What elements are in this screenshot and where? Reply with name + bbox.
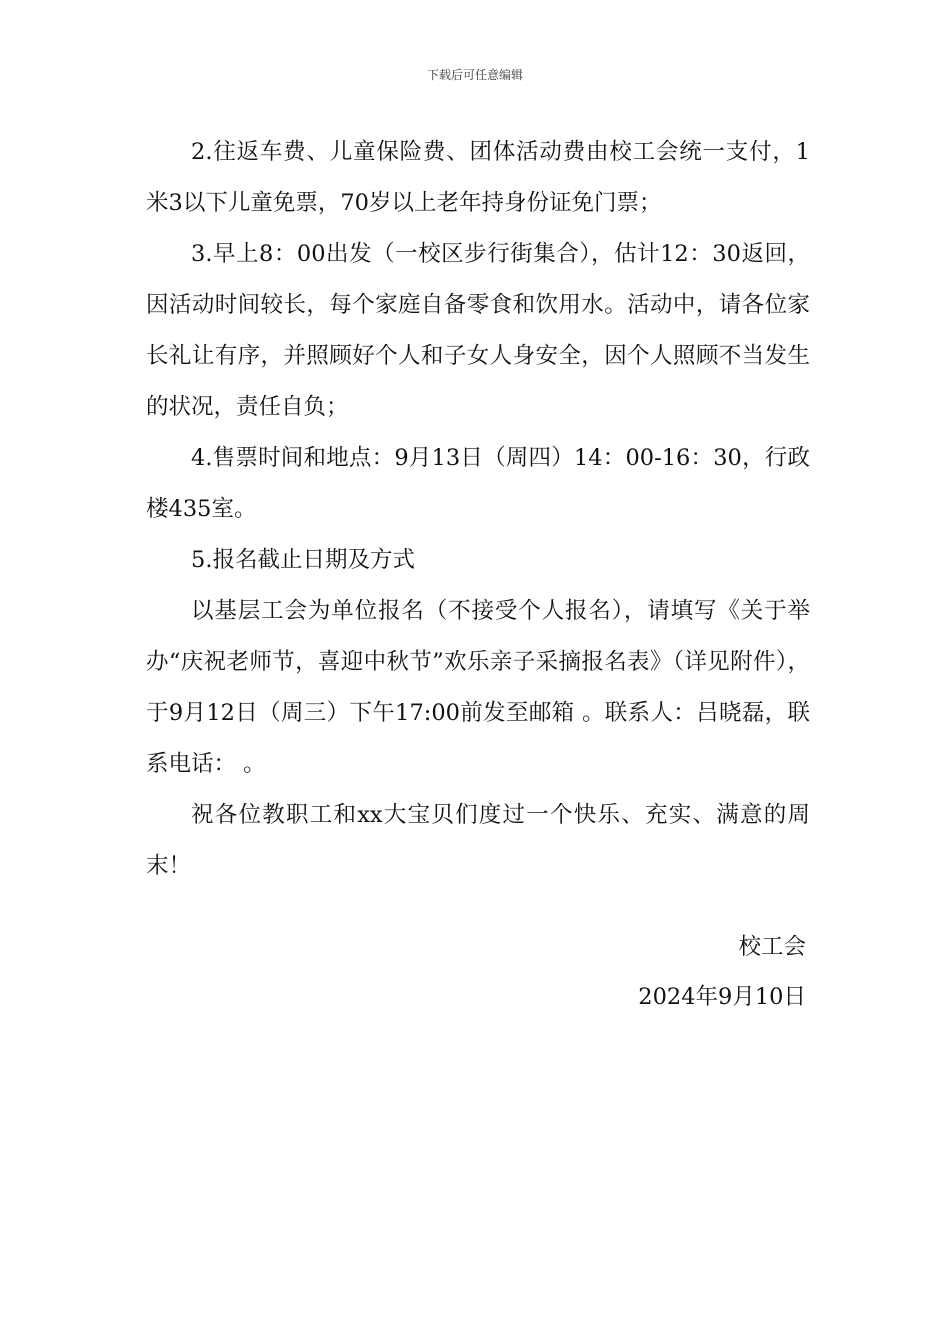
paragraph-registration-heading: 5.报名截止日期及方式 [191,547,415,573]
paragraph-registration-details: 以基层工会为单位报名（不接受个人报名），请填写《关于举办“庆祝老师节，喜迎中秋节”欢乐亲子采摘报名表》（详见附件），于9月12日（周三）下午17:00前发至邮箱 。联系人：吕晓磊，联系电话： 。 [146,598,810,777]
paragraph-schedule: 3.早上8：00出发（一校区步行街集合），估计12：30返回，因活动时间较长，每个家庭自备零食和饮用水。活动中，请各位家长礼让有序，并照顾好个人和子女人身安全，因个人照顾不当发生的状况，责任自负； [146,241,810,420]
paragraph-closing-wish: 祝各位教职工和xx大宝贝们度过一个快乐、充实、满意的周末！ [146,802,810,879]
paragraph-fees: 2.往返车费、儿童保险费、团体活动费由校工会统一支付，1米3以下儿童免票，70岁以上老年持身份证免门票； [146,139,810,216]
page-header-note: 下载后可任意编辑 [426,68,523,82]
document-body [146,127,810,892]
signature-organization: 校工会 [738,934,806,960]
signature-date: 2024年9月10日 [638,984,806,1010]
paragraph-ticket-sales: 4.售票时间和地点：9月13日（周四）14：00-16：30，行政楼435室。 [146,445,810,522]
